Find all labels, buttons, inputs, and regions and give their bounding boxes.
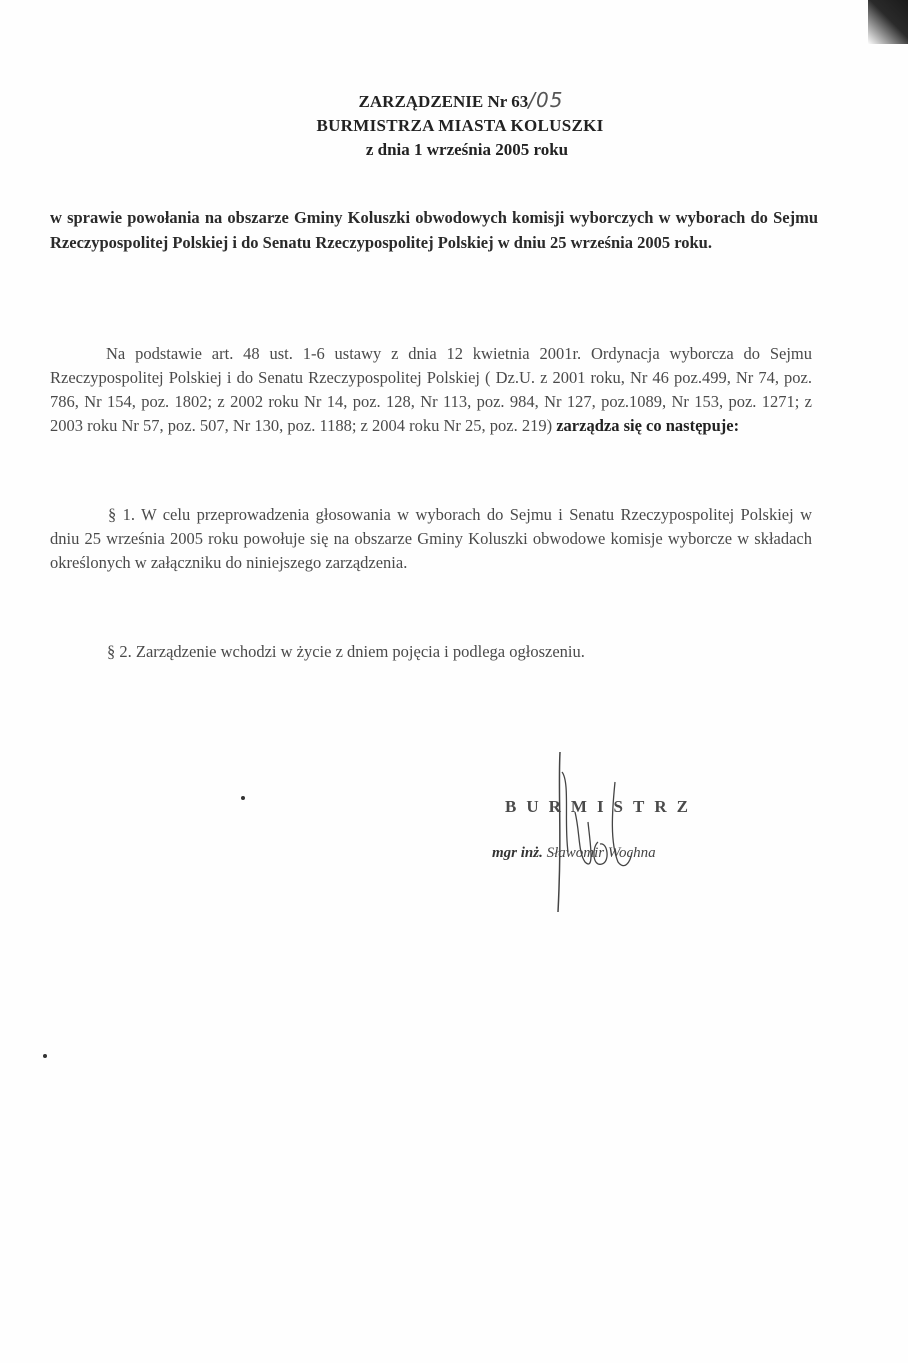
signatory-prefix: mgr inż. [492,845,543,861]
legal-basis-paragraph [50,342,812,438]
legal-basis-decree-phrase: zarządza się co następuje: [556,416,740,435]
document-date: z dnia 1 września 2005 roku [365,140,569,159]
document-title [7,88,908,114]
paragraph-2: § 2. Zarządzenie wchodzi w życie z dniem pojęcia i podlega ogłoszeniu. [107,642,585,661]
scan-speck [43,1054,47,1058]
signature-title: BURMISTRZ [505,797,698,816]
title-printed: ZARZĄDZENIE Nr 63 [358,92,529,111]
paragraph-1-text: § 1. W celu przeprowadzenia głosowania w wyborach do Sejmu i Senatu Rzeczypospolitej Polskiej w dniu 25 września 2005 roku powołuje się na obszarze Gminy Koluszki obwodowe komisje wyborcze w składach określonych w załączniku do niniejszego zarządzenia. [50,505,812,572]
scan-speck [241,796,245,800]
document-header [0,88,908,162]
handwritten-signature [540,752,660,917]
paragraph-1 [50,503,812,575]
signatory-full-name: Sławomir Wochna [546,845,656,861]
scan-corner-shadow [868,0,908,44]
document-subject: w sprawie powołania na obszarze Gminy Koluszki obwodowych komisji wyborczych w wyborach do Sejmu Rzeczypospolitej Polskiej i do Senatu Rzeczypospolitej Polskiej w dniu 25 września 2005 roku. [50,208,818,252]
legal-basis-text: Na podstawie art. 48 ust. 1-6 ustawy z dnia 12 kwietnia 2001r. Ordynacja wyborcza do Sejmu Rzeczypospolitej Polskiej i do Senatu Rzeczypospolitej Polskiej ( Dz.U. z 2001 roku, Nr 46 poz.499, Nr 74, poz. 786, Nr 154, poz. 1802; z 2002 roku Nr 14, poz. 128, Nr 113, poz. 984, Nr 127, poz.1089, Nr 153, poz. 1271; z 2003 roku Nr 57, poz. 507, Nr 130, poz. 1188; z 2004 roku Nr 25, poz. 219) [50,344,812,435]
issuing-authority: BURMISTRZA MIASTA KOLUSZKI [316,116,604,135]
title-handwritten-number: /05 [528,88,564,112]
